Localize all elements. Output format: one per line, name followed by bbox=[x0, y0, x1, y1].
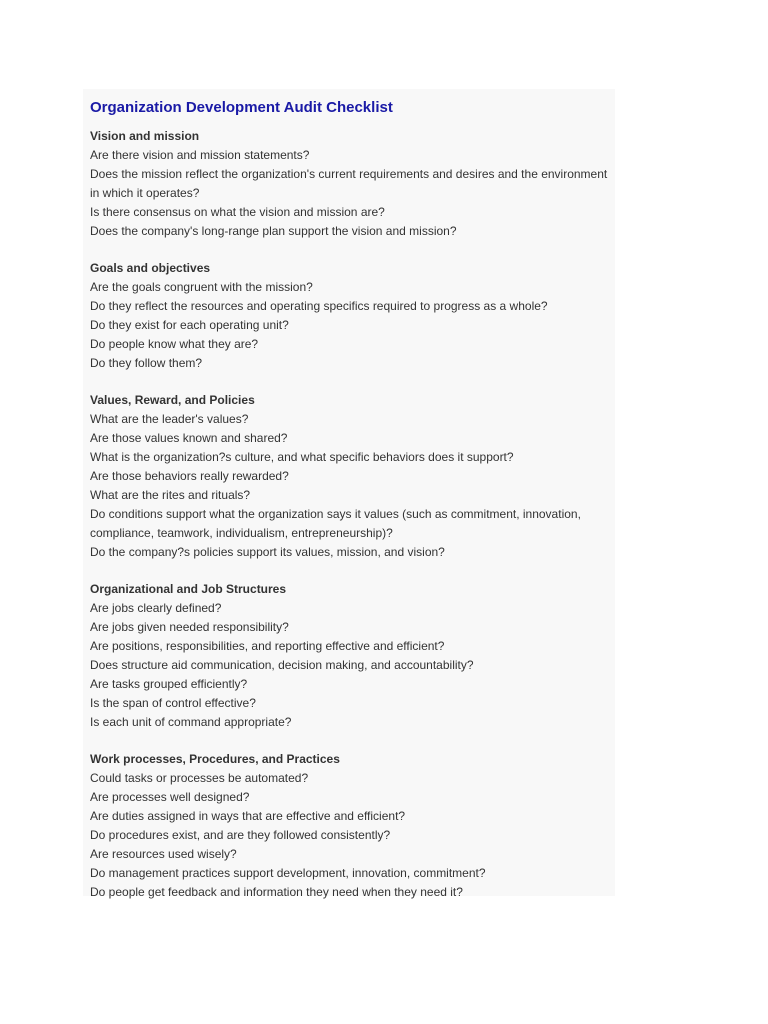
section-vision-mission bbox=[90, 127, 608, 241]
checklist-item: Are resources used wisely? bbox=[90, 847, 237, 861]
section-goals-objectives bbox=[90, 259, 608, 373]
checklist-item: Are jobs clearly defined? bbox=[90, 601, 222, 615]
checklist-item: Are duties assigned in ways that are effective and efficient? bbox=[90, 809, 406, 823]
checklist-item: What is the organization?s culture, and what specific behaviors does it support? bbox=[90, 450, 514, 464]
section-work-processes bbox=[90, 750, 608, 902]
checklist-item: Are those behaviors really rewarded? bbox=[90, 469, 289, 483]
checklist-item: Do the company?s policies support its values, mission, and vision? bbox=[90, 545, 445, 559]
checklist-item: Are those values known and shared? bbox=[90, 431, 288, 445]
section-heading: Vision and mission bbox=[90, 129, 200, 143]
section-values-reward-policies bbox=[90, 391, 608, 562]
checklist-item: What are the rites and rituals? bbox=[90, 488, 251, 502]
checklist-item: Does the mission reflect the organization's current requirements and desires and the environment in which it operates? bbox=[90, 167, 608, 200]
checklist-item: Could tasks or processes be automated? bbox=[90, 771, 309, 785]
checklist-item: Do procedures exist, and are they followed consistently? bbox=[90, 828, 391, 842]
checklist-item: Are the goals congruent with the mission? bbox=[90, 280, 313, 294]
checklist-item: Do conditions support what the organization says it values (such as commitment, innovation, compliance, teamwork, individualism, entrepreneurship)? bbox=[90, 507, 581, 540]
checklist-item: Do people know what they are? bbox=[90, 337, 259, 351]
checklist-item: Do they exist for each operating unit? bbox=[90, 318, 289, 332]
section-heading: Goals and objectives bbox=[90, 261, 211, 275]
checklist-item: What are the leader's values? bbox=[90, 412, 249, 426]
checklist-item: Do management practices support development, innovation, commitment? bbox=[90, 866, 486, 880]
checklist-item: Is there consensus on what the vision and mission are? bbox=[90, 205, 385, 219]
checklist-item: Are tasks grouped efficiently? bbox=[90, 677, 248, 691]
checklist-item: Do they follow them? bbox=[90, 356, 203, 370]
checklist-item: Are jobs given needed responsibility? bbox=[90, 620, 289, 634]
checklist-item: Does the company's long-range plan support the vision and mission? bbox=[90, 224, 457, 238]
checklist-item: Are processes well designed? bbox=[90, 790, 250, 804]
document-title: Organization Development Audit Checklist bbox=[90, 99, 393, 116]
section-heading: Work processes, Procedures, and Practices bbox=[90, 752, 340, 766]
checklist-item: Is the span of control effective? bbox=[90, 696, 256, 710]
section-organizational-job-structures bbox=[90, 580, 608, 732]
checklist-card bbox=[83, 89, 615, 899]
checklist-item: Are there vision and mission statements? bbox=[90, 148, 310, 162]
checklist-item: Do they reflect the resources and operating specifics required to progress as a whole? bbox=[90, 299, 548, 313]
checklist-item: Do people get feedback and information they need when they need it? bbox=[90, 885, 463, 899]
checklist-item: Is each unit of command appropriate? bbox=[90, 715, 292, 729]
checklist-item: Does structure aid communication, decision making, and accountability? bbox=[90, 658, 474, 672]
checklist-item: Are positions, responsibilities, and reporting effective and efficient? bbox=[90, 639, 445, 653]
section-heading: Values, Reward, and Policies bbox=[90, 393, 255, 407]
section-heading: Organizational and Job Structures bbox=[90, 582, 287, 596]
